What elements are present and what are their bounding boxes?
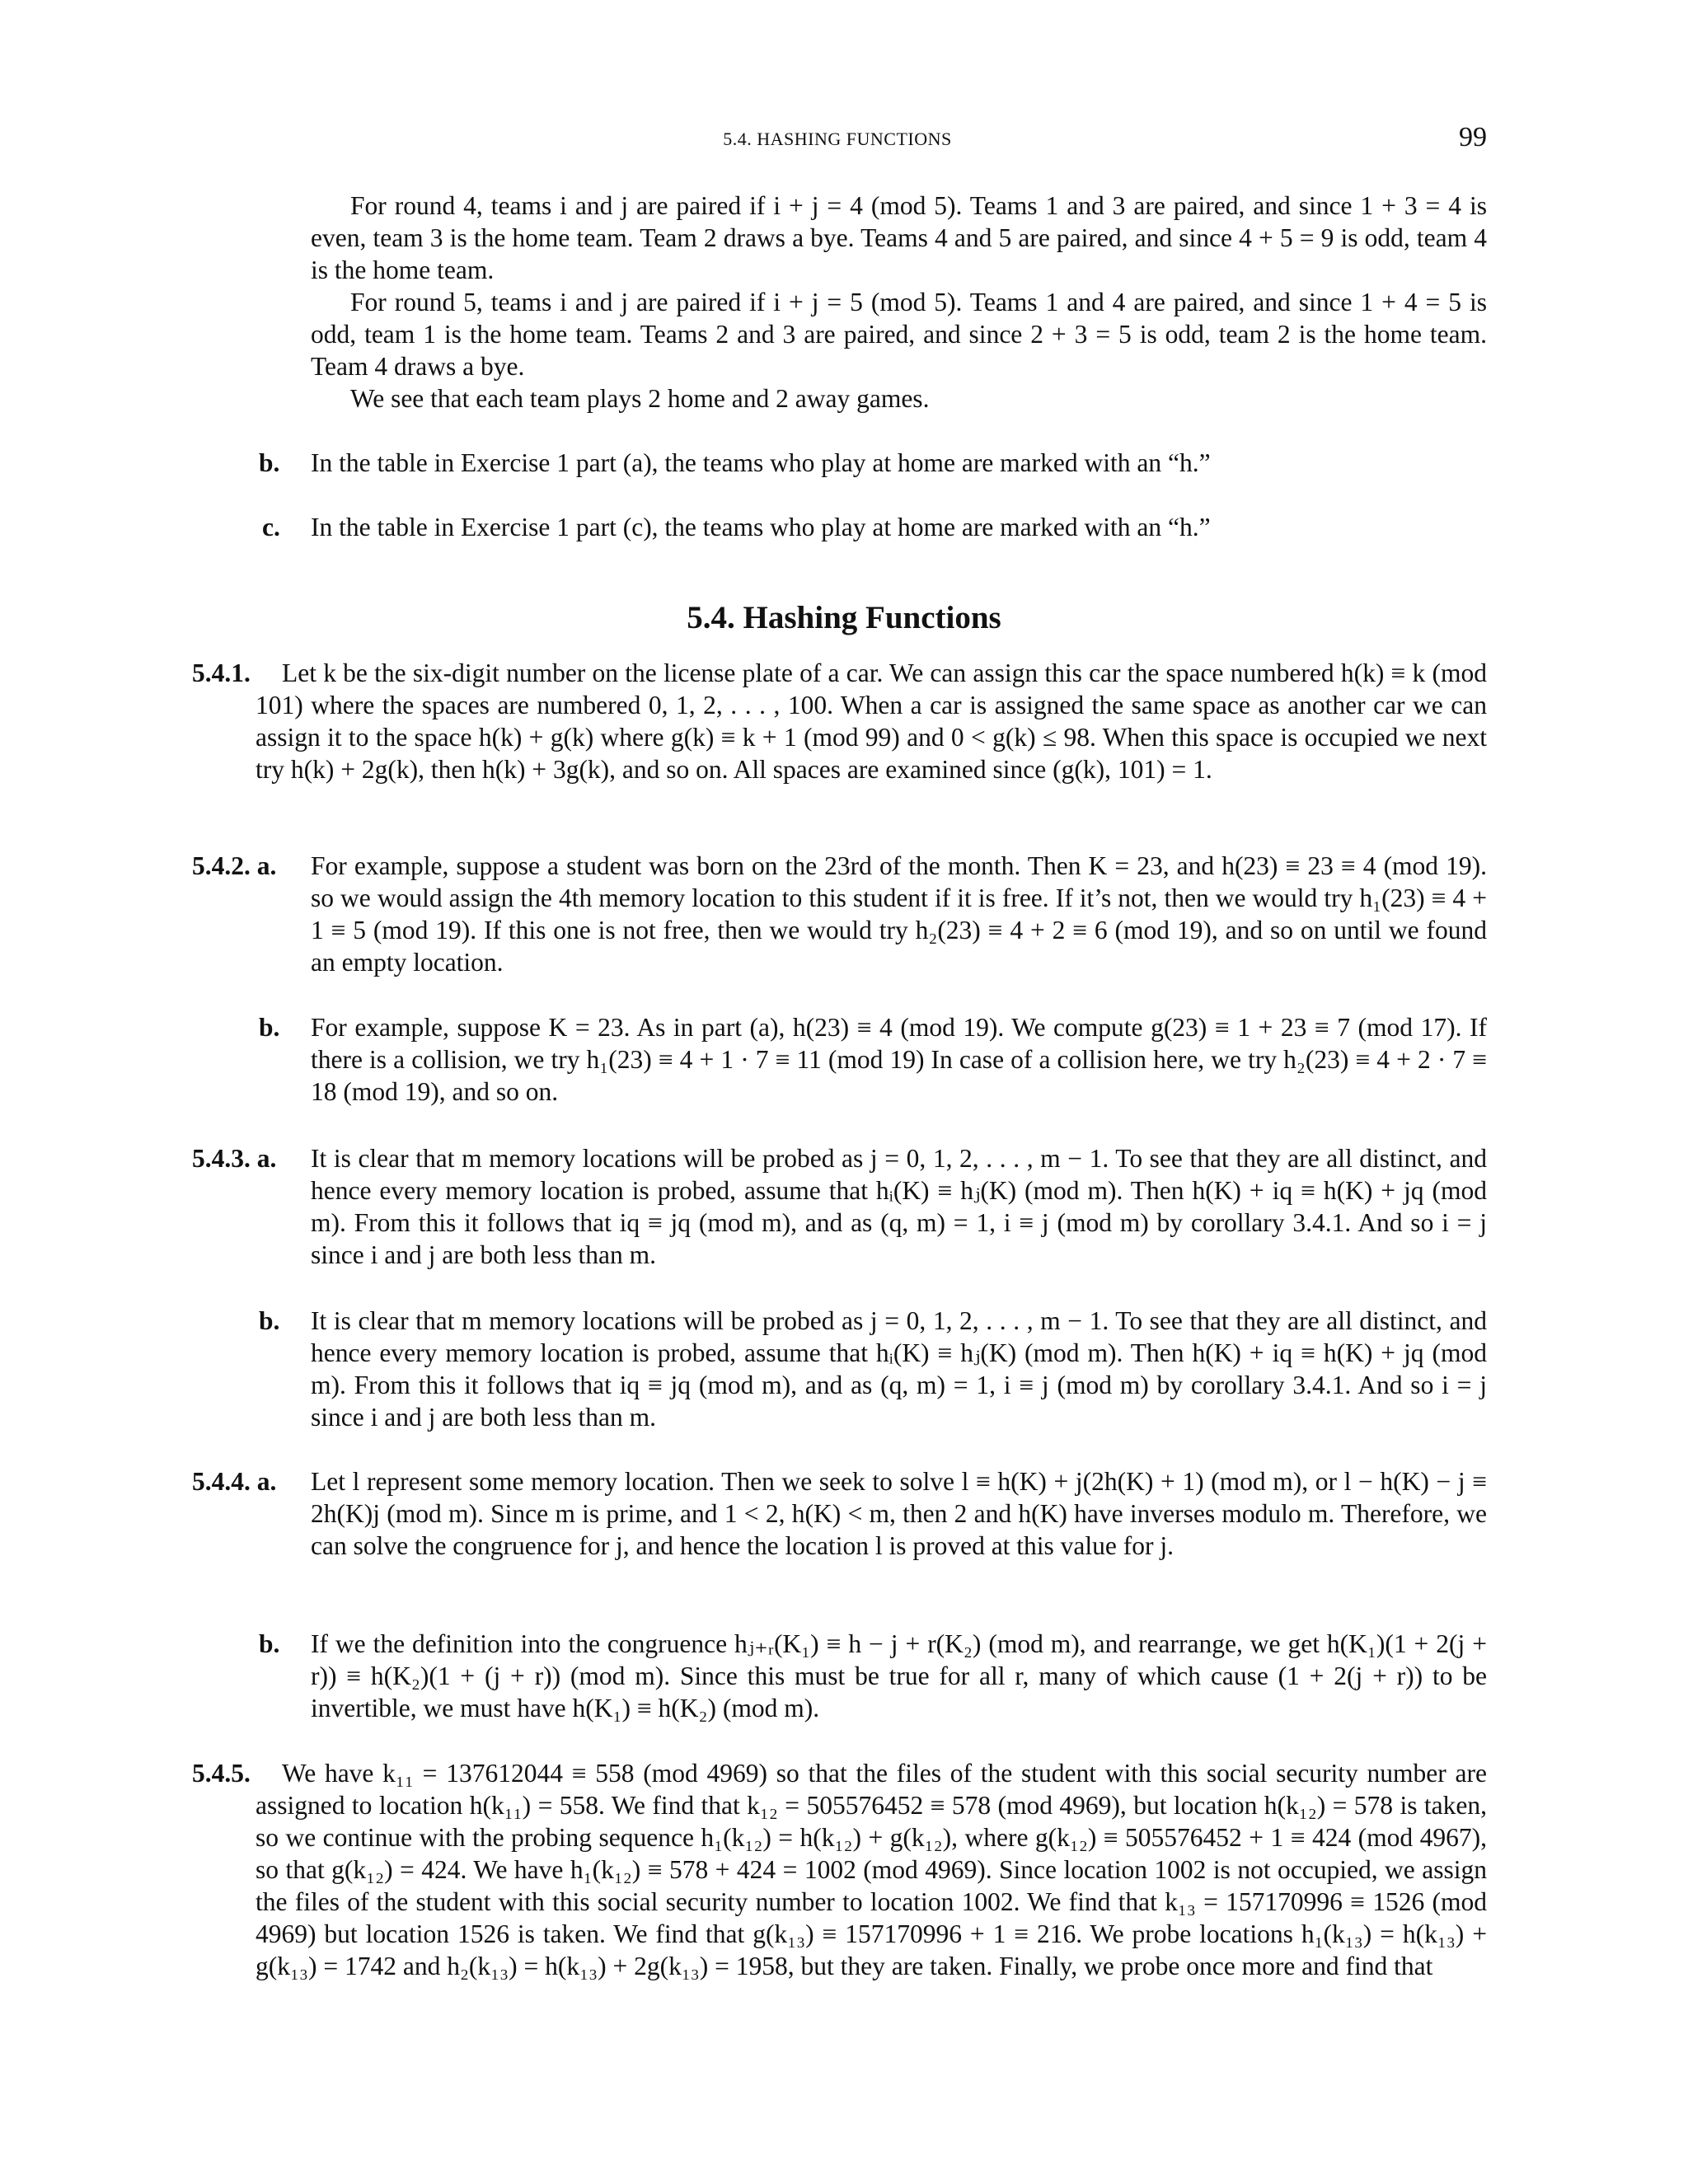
exercise-label-5-4-4-a: 5.4.4. a. [192, 1467, 277, 1496]
item-text-b: In the table in Exercise 1 part (a), the teams who play at home are marked with an “h.” [311, 448, 1211, 477]
section-title: 5.4. Hashing Functions [687, 600, 1001, 635]
exercise-label-5-4-1: 5.4.1. [192, 658, 251, 687]
exercise-text-5-4-2-b: For example, suppose K = 23. As in part (a), h(23) ≡ 4 (mod 19). We compute g(23) ≡ 1 + 23 ≡ 7 (mod 17). If there is a collision, we try h₁(23) ≡ 4 + 1 · 7 ≡ 11 (mod 19) In case of a collision here, we try h₂(23) ≡ 4 + 2 · 7 ≡ 18 (mod 19), and so on. [311, 1013, 1487, 1106]
exercise-text-5-4-4-a: Let l represent some memory location. Then we seek to solve l ≡ h(K) + j(2h(K) + 1) (mod m), or l − h(K) − j ≡ 2h(K)j (mod m). Since m is prime, and 1 < 2, h(K) < m, then 2 and h(K) have inverses modulo m. Therefore, we can solve the congruence for j, and hence the location l is proved at this value for j. [311, 1467, 1487, 1560]
exercise-text-5-4-2-a: For example, suppose a student was born on the 23rd of the month. Then K = 23, and h(23) ≡ 23 ≡ 4 (mod 19). so we would assign the 4th memory location to this student if it is free. If it’s not, then we would try h₁(23) ≡ 4 + 1 ≡ 5 (mod 19). If this one is not free, then we would try h₂(23) ≡ 4 + 2 ≡ 6 (mod 19), and so on until we found an empty location. [311, 851, 1487, 977]
exercise-text-5-4-3-a: It is clear that m memory locations will be probed as j = 0, 1, 2, . . . , m − 1. To see that they are all distinct, and hence every memory location is probed, assume that hᵢ(K) ≡ hⱼ(K) (mod m). Then h(K) + iq ≡ h(K) + jq (mod m). From this it follows that iq ≡ jq (mod m), and as (q, m) = 1, i ≡ j (mod m) by corollary 3.4.1. And so i = j since i and j are both less than m. [311, 1144, 1487, 1269]
item-label-c: c. [262, 513, 280, 541]
page-header [188, 122, 1487, 158]
exercise-label-5-4-2-b: b. [259, 1013, 280, 1042]
exercise-text-5-4-1: Let k be the six-digit number on the license plate of a car. We can assign this car the space numbered h(k) ≡ k (mod 101) where the spaces are numbered 0, 1, 2, . . . , 100. When a car is assigned the same space as another car we can assign it to the space h(k) + g(k) where g(k) ≡ k + 1 (mod 99) and 0 < g(k) ≤ 98. When this space is occupied we next try h(k) + 2g(k), then h(k) + 3g(k), and so on. All spaces are examined since (g(k), 101) = 1. [256, 658, 1487, 784]
item-label-b: b. [259, 448, 280, 477]
item-text-c: In the table in Exercise 1 part (c), the teams who play at home are marked with an “h.” [311, 513, 1211, 541]
exercise-text-5-4-5: We have k₁₁ = 137612044 ≡ 558 (mod 4969) so that the files of the student with this social security number are assigned to location h(k₁₁) = 558. We find that k₁₂ = 505576452 ≡ 578 (mod 4969), but location h(k₁₂) = 578 is taken, so we continue with the probing sequence h₁(k₁₂) = h(k₁₂) + g(k₁₂), where g(k₁₂) ≡ 505576452 + 1 ≡ 424 (mod 4967), so that g(k₁₂) = 424. We have h₁(k₁₂) ≡ 578 + 424 = 1002 (mod 4969). Since location 1002 is not occupied, we assign the files of the student with this social security number to location 1002. We find that k₁₃ = 157170996 ≡ 1526 (mod 4969) but location 1526 is taken. We find that g(k₁₃) ≡ 157170996 + 1 ≡ 216. We probe locations h₁(k₁₃) = h(k₁₃) + g(k₁₃) = 1742 and h₂(k₁₃) = h(k₁₃) + 2g(k₁₃) = 1958, but they are taken. Finally, we probe once more and find that [256, 1759, 1487, 1980]
paragraph-round-4: For round 4, teams i and j are paired if i + j = 4 (mod 5). Teams 1 and 3 are paired, and since 1 + 3 = 4 is even, team 3 is the home team. Team 2 draws a bye. Teams 4 and 5 are paired, and since 4 + 5 = 9 is odd, team 4 is the home team. [311, 191, 1487, 284]
exercise-label-5-4-2-a: 5.4.2. a. [192, 851, 277, 880]
paragraph-summary: We see that each team plays 2 home and 2 away games. [350, 384, 930, 413]
page-number: 99 [1459, 122, 1487, 152]
exercise-label-5-4-4-b: b. [259, 1629, 280, 1658]
running-head: 5.4. HASHING FUNCTIONS [723, 129, 952, 149]
paragraph-round-5: For round 5, teams i and j are paired if i + j = 5 (mod 5). Teams 1 and 4 are paired, and since 1 + 4 = 5 is odd, team 1 is the home team. Teams 2 and 3 are paired, and since 2 + 3 = 5 is odd, team 2 is the home team. Team 4 draws a bye. [311, 288, 1487, 381]
exercise-label-5-4-3-b: b. [259, 1306, 280, 1335]
exercise-label-5-4-3-a: 5.4.3. a. [192, 1144, 277, 1173]
exercise-text-5-4-3-b: It is clear that m memory locations will be probed as j = 0, 1, 2, . . . , m − 1. To see that they are all distinct, and hence every memory location is probed, assume that hᵢ(K) ≡ hⱼ(K) (mod m). Then h(K) + iq ≡ h(K) + jq (mod m). From this it follows that iq ≡ jq (mod m), and as (q, m) = 1, i ≡ j (mod m) by corollary 3.4.1. And so i = j since i and j are both less than m. [311, 1306, 1487, 1432]
exercise-label-5-4-5: 5.4.5. [192, 1759, 251, 1788]
exercise-text-5-4-4-b: If we the definition into the congruence hⱼ₊ᵣ(K₁) ≡ h − j + r(K₂) (mod m), and rearrange, we get h(K₁)(1 + 2(j + r)) ≡ h(K₂)(1 + (j + r)) (mod m). Since this must be true for all r, many of which cause (1 + 2(j + r)) to be invertible, we must have h(K₁) ≡ h(K₂) (mod m). [311, 1629, 1487, 1722]
